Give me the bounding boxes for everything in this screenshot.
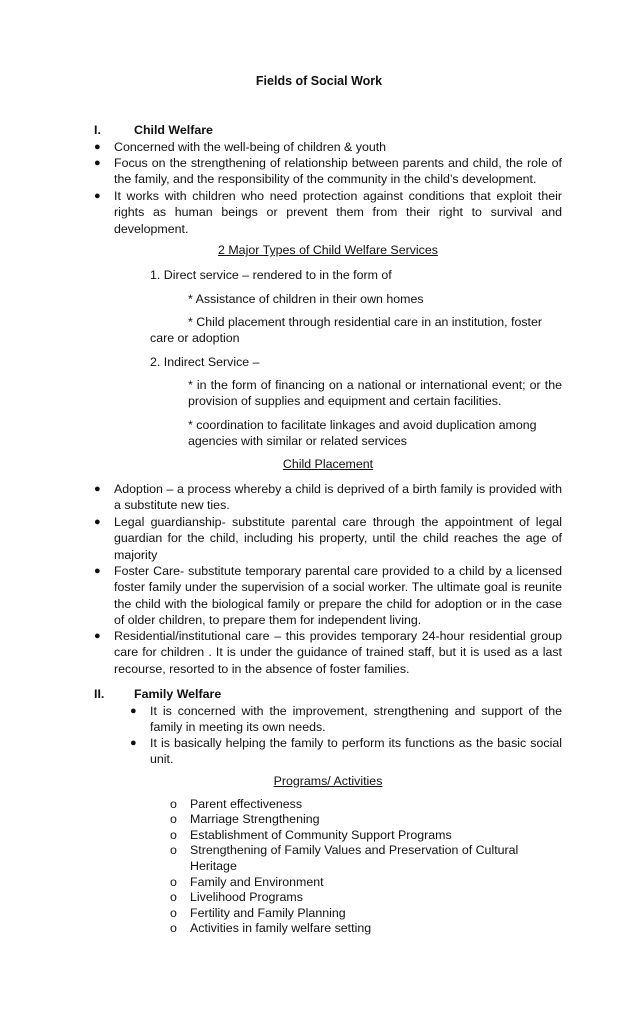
indirect-item-coordination: * coordination to facilitate linkages and avoid duplication among agencies with similar or related services: [188, 418, 537, 449]
bullet-icon: ●: [94, 141, 101, 153]
list-item-text: It works with children who need protection against conditions that exploit their rights as human beings or prevent them from their right to survival and development.: [114, 189, 562, 236]
section-title: Child Welfare: [134, 123, 213, 137]
indirect-item-financing: * in the form of financing on a national or international event; or the provision of supplies and equipment and certain facilities.: [188, 378, 562, 409]
program-item: [170, 843, 562, 875]
circle-bullet-icon: o: [170, 921, 177, 935]
circle-bullet-icon: o: [170, 875, 177, 889]
section-number: II.: [94, 687, 105, 701]
subheading-major-types: 2 Major Types of Child Welfare Services: [218, 243, 438, 257]
list-item: [94, 628, 562, 678]
program-item-text: Fertility and Family Planning: [190, 906, 346, 920]
bullet-icon: ●: [94, 190, 101, 202]
program-item-text: Strengthening of Family Values and Preservation of Cultural Heritage: [190, 843, 519, 873]
bullet-icon: ●: [130, 737, 137, 749]
bullet-icon: ●: [130, 705, 137, 717]
list-item-text: It is concerned with the improvement, strengthening and support of the family in meeting its own needs.: [150, 704, 562, 735]
list-item-text: Foster Care- substitute temporary parental care provided to a child by a licensed foster family under the supervision of a social worker. The ultimate goal is reunite the child with the biological family or prepare the child for adoption or in the case of older children, to prepare them for independent living.: [114, 564, 562, 627]
circle-bullet-icon: o: [170, 828, 177, 842]
list-item-text: It is basically helping the family to perform its functions as the basic social unit.: [150, 736, 562, 767]
circle-bullet-icon: o: [170, 906, 177, 920]
list-item-text: Focus on the strengthening of relationship between parents and child, the role of the family, and the responsibility of the community in the child’s development.: [114, 156, 562, 187]
bullet-icon: ●: [94, 516, 101, 528]
list-item: [130, 703, 562, 737]
program-item-text: Family and Environment: [190, 875, 324, 889]
circle-bullet-icon: o: [170, 890, 177, 904]
list-item-text: Adoption – a process whereby a child is deprived of a birth family is provided with a substitute new ties.: [114, 482, 562, 513]
document-title: Fields of Social Work: [255, 74, 383, 88]
direct-service-line: 1. Direct service – rendered to in the form of: [150, 268, 392, 282]
bullet-icon: ●: [94, 630, 101, 642]
program-item: [170, 890, 562, 906]
list-item: [94, 188, 562, 238]
circle-bullet-icon: o: [170, 797, 177, 811]
program-item: [170, 921, 562, 937]
program-item-text: Parent effectiveness: [190, 797, 303, 811]
program-item-text: Marriage Strengthening: [190, 812, 320, 826]
list-item: [130, 735, 562, 769]
list-item: [94, 155, 562, 189]
subheading-child-placement: Child Placement: [282, 457, 374, 471]
bullet-icon: ●: [94, 157, 101, 169]
section-number: I.: [94, 123, 101, 137]
list-item-text: Concerned with the well-being of children & youth: [114, 140, 387, 154]
program-item-text: Activities in family welfare setting: [190, 921, 372, 935]
program-item: [170, 906, 562, 922]
circle-bullet-icon: o: [170, 812, 177, 826]
section-title: Family Welfare: [134, 687, 222, 701]
indirect-service-line: 2. Indirect Service –: [150, 355, 260, 369]
direct-item-assistance: * Assistance of children in their own homes: [188, 292, 424, 306]
list-item: [94, 563, 562, 629]
list-item-text: Legal guardianship- substitute parental care through the appointment of legal guardian for the child, including his property, until the child reaches the age of majority: [114, 515, 562, 562]
bullet-icon: ●: [94, 565, 101, 577]
list-item: [94, 139, 562, 156]
direct-item-placement: * Child placement through residential care in an institution, foster care or adoption: [150, 315, 543, 346]
list-item-text: Residential/institutional care – this provides temporary 24-hour residential group care for children . It is under the guidance of trained staff, but it is used as a last recourse, resorted to in the absence of foster families.: [114, 629, 562, 676]
program-item: [170, 812, 562, 828]
list-item: [94, 481, 562, 515]
bullet-icon: ●: [94, 483, 101, 495]
program-item-text: Establishment of Community Support Programs: [190, 828, 452, 842]
program-item: [170, 875, 562, 891]
program-item: [170, 797, 562, 813]
program-item-text: Livelihood Programs: [190, 890, 303, 904]
program-item: [170, 828, 562, 844]
list-item: [94, 514, 562, 564]
subheading-programs: Programs/ Activities: [273, 774, 383, 788]
circle-bullet-icon: o: [170, 843, 177, 857]
